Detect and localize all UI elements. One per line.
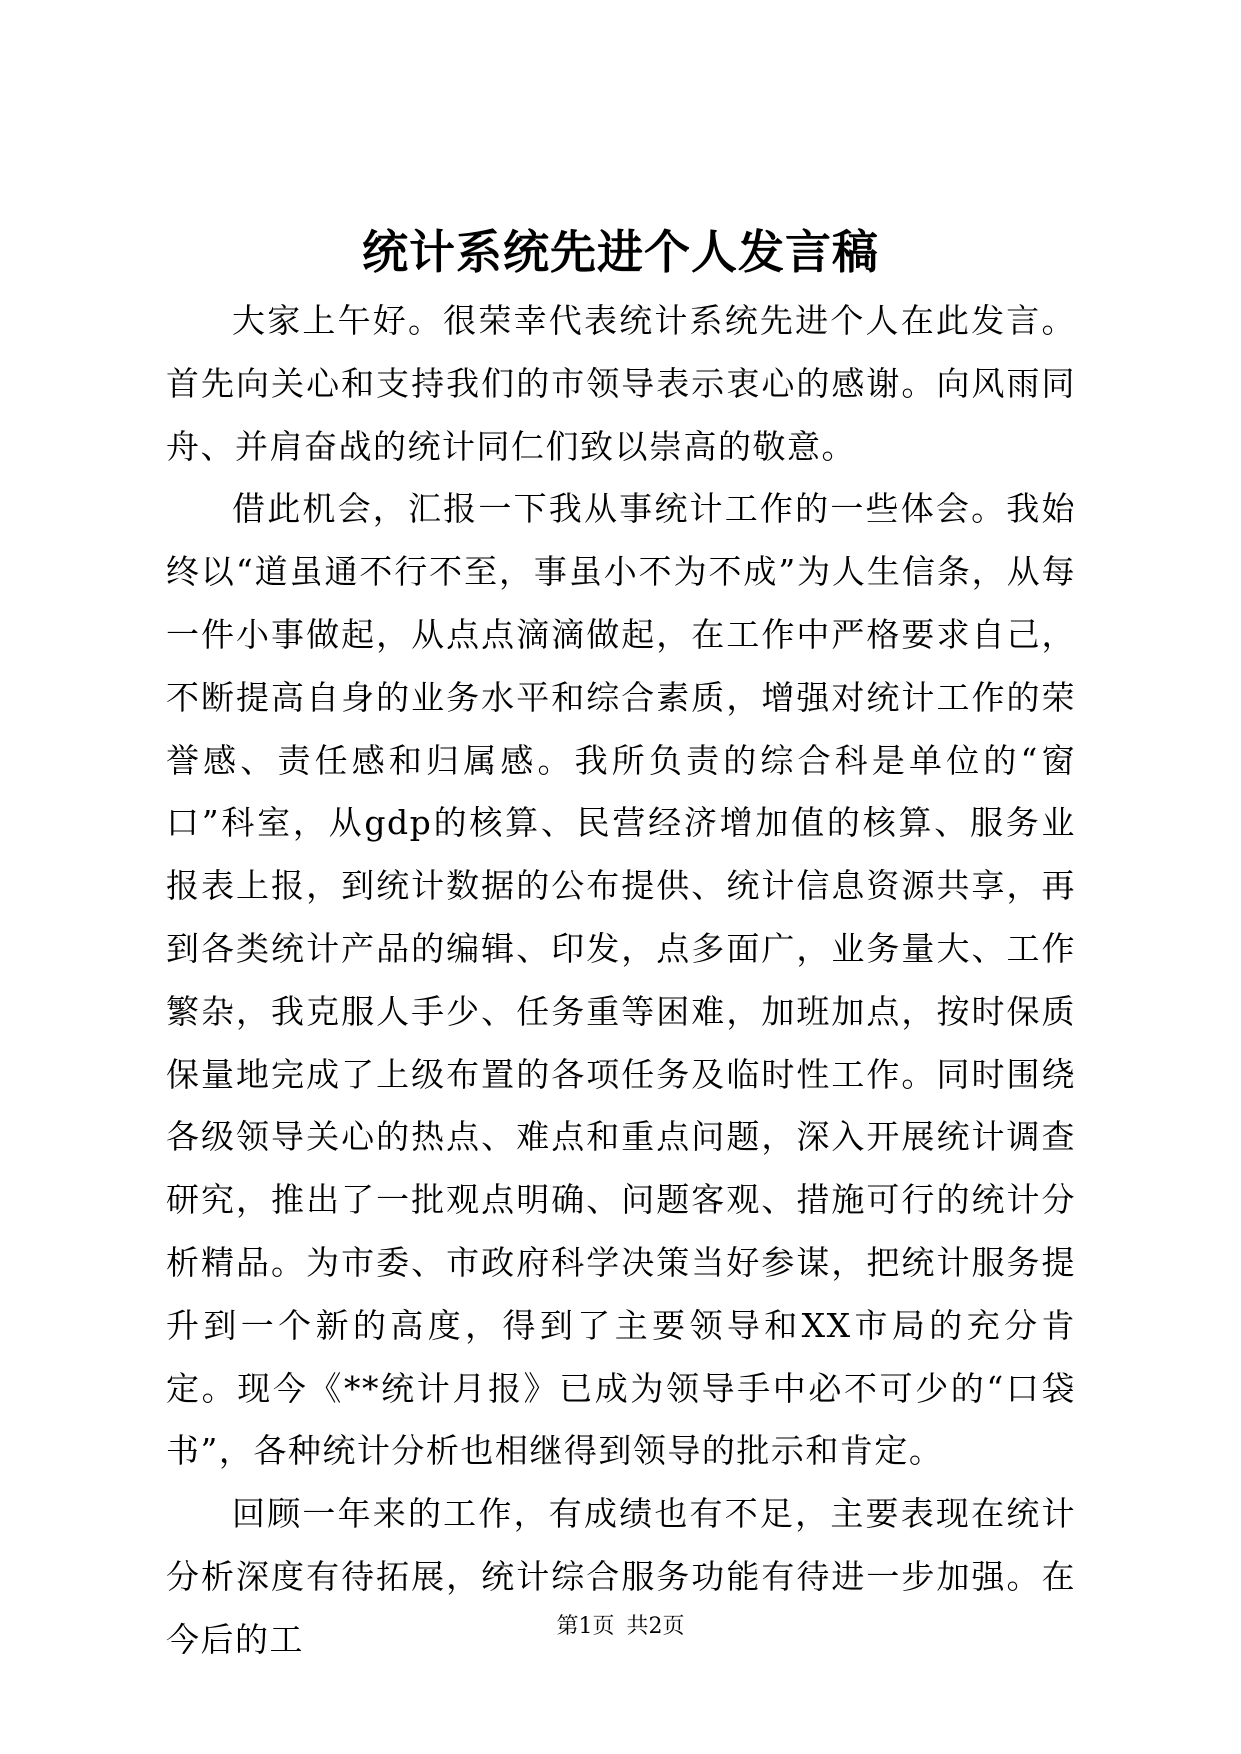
document-body [166,290,1076,1672]
page-total: 共2页 [626,1614,685,1639]
paragraph-greeting: 大家上午好。很荣幸代表统计系统先进个人在此发言。首先向关心和支持我们的市领导表示衷心的感谢。向风雨同舟、并肩奋战的统计同仁们致以崇高的敬意。 [166,301,1076,466]
paragraph-work-report: 借此机会，汇报一下我从事统计工作的一些体会。我始终以“道虽通不行不至，事虽小不为不成”为人生信条，从每一件小事做起，从点点滴滴做起，在工作中严格要求自己，不断提高自身的业务水平和综合素质，增强对统计工作的荣誉感、责任感和归属感。我所负责的综合科是单位的“窗口”科室，从gdp的核算、民营经济增加值的核算、服务业报表上报，到统计数据的公布提供、统计信息资源共享，再到各类统计产品的编辑、印发，点多面广，业务量大、工作繁杂，我克服人手少、任务重等困难，加班加点，按时保质保量地完成了上级布置的各项任务及临时性工作。同时围绕各级领导关心的热点、难点和重点问题，深入开展统计调查研究，推出了一批观点明确、问题客观、措施可行的统计分析精品。为市委、市政府科学决策当好参谋，把统计服务提升到一个新的高度，得到了主要领导和XX市局的充分肯定。现今《**统计月报》已成为领导手中必不可少的“口袋书”，各种统计分析也相继得到领导的批示和肯定。 [166,489,1076,1471]
page-number: 第1页 [556,1614,615,1639]
paragraph-review: 回顾一年来的工作，有成绩也有不足，主要表现在统计分析深度有待拓展，统计综合服务功能有待进一步加强。在今后的工 [166,1494,1076,1659]
page-footer [0,1612,1241,1642]
document-title: 统计系统先进个人发言稿 [362,225,879,279]
